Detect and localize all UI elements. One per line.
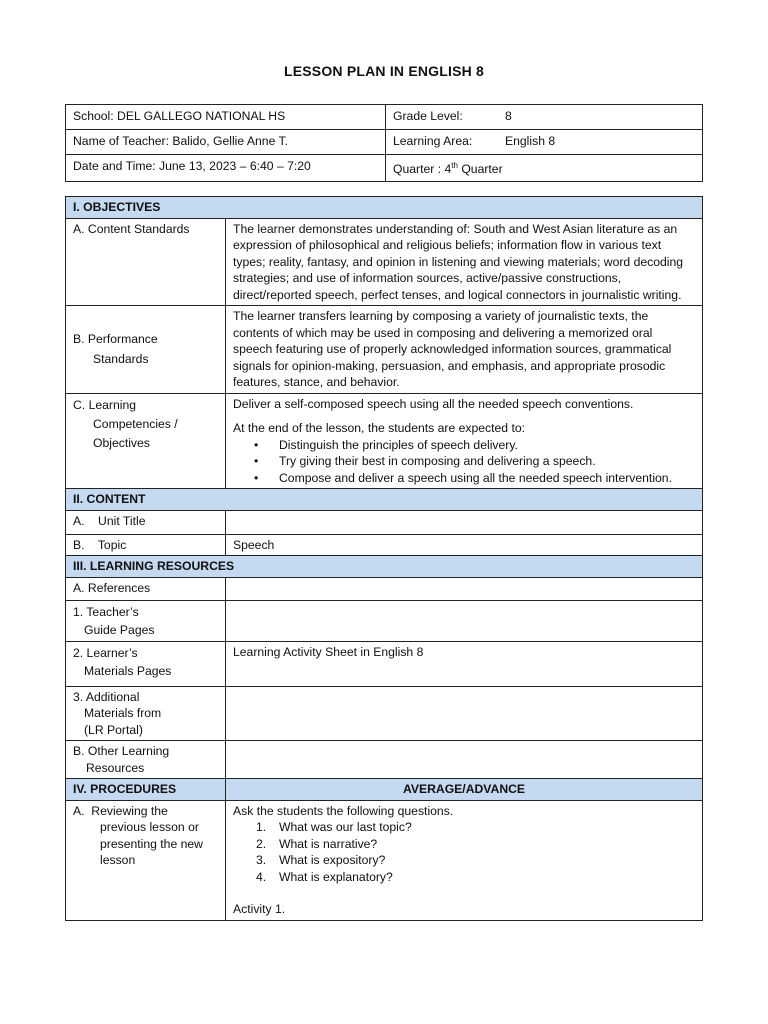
resources-header: III. LEARNING RESOURCES [66,556,703,578]
area-label: Learning Area: [393,134,473,148]
performance-standards-label [66,306,226,394]
review-label-line3: presenting the new [100,836,203,851]
quarter-cell [386,155,703,182]
area-cell [386,130,703,155]
additional-materials-value [226,686,703,741]
content-standards-label-text: A. Content Standards [73,221,190,236]
content-header: II. CONTENT [66,489,703,511]
question-text: What is expository? [279,853,386,867]
competency-label-line3: Objectives [93,435,150,450]
review-label-line1: A. Reviewing the [73,803,168,818]
unit-title-value [226,510,703,534]
other-resources-value [226,741,703,779]
topic-value: Speech [226,534,703,556]
quarter-sup: th [451,161,458,170]
learner-materials-value: Learning Activity Sheet in English 8 [226,641,703,686]
list-item [256,836,695,853]
performance-label-line2: Standards [93,351,149,366]
quarter-suffix: Quarter [457,162,503,177]
grade-label: Grade Level: [393,109,463,123]
teacher-guide-label [66,600,226,641]
questions-list [233,819,695,885]
list-item [256,819,695,836]
lesson-plan-table [65,196,703,921]
other-resources-line1: B. Other Learning [73,744,170,758]
competencies-text [226,393,703,489]
additional-line2: Materials from [84,706,162,720]
quarter-prefix: Quarter : 4 [393,162,452,177]
learner-materials-line1: 2. Learner’s [73,645,138,660]
objectives-intro: At the end of the lesson, the students are expected to: [233,421,526,435]
teacher-cell [66,130,386,155]
objectives-bullet-list [233,437,695,487]
activity-text: Activity 1. [233,902,286,916]
list-item: • Try giving their best in composing and delivering a speech. [279,453,695,470]
additional-line1: 3. Additional [73,689,140,704]
grade-value: 8 [505,109,512,123]
date-text: Date and Time: June 13, 2023 – 6:40 – 7:20 [73,159,311,173]
content-standards-label [66,218,226,306]
list-item [256,869,695,886]
list-item: • Compose and deliver a speech using all the needed speech intervention. [279,470,695,487]
list-number: 4. [256,869,267,884]
competency-text: Deliver a self-composed speech using all the needed speech conventions. [233,396,634,411]
date-cell [66,155,386,182]
references-value [226,577,703,600]
question-text: What is narrative? [279,836,378,851]
list-number: 3. [256,853,267,867]
school-cell [66,105,386,130]
question-text: What was our last topic? [279,820,412,834]
competencies-label [66,393,226,489]
teacher-guide-value [226,600,703,641]
objectives-header: I. OBJECTIVES [66,197,703,219]
review-ask-text: Ask the students the following questions. [233,803,454,818]
list-item [256,852,695,869]
learner-materials-label [66,641,226,686]
additional-line3: (LR Portal) [84,722,143,737]
review-label-line4: lesson [100,853,136,867]
other-resources-line2: Resources [86,760,145,775]
review-content [226,800,703,920]
competency-label-line1: C. Learning [73,397,137,412]
average-advance-header: AVERAGE/ADVANCE [226,779,703,801]
review-label-line2: previous lesson or [100,820,199,834]
header-info-table [65,104,703,182]
other-resources-label [66,741,226,779]
topic-label: B. Topic [66,534,226,556]
teacher-guide-line1: 1. Teacher’s [73,604,139,619]
additional-materials-label [66,686,226,741]
grade-cell [386,105,703,130]
references-label: A. References [66,577,226,600]
competency-label-line2: Competencies / [93,416,178,431]
page-title: LESSON PLAN IN ENGLISH 8 [283,63,485,79]
teacher-text: Name of Teacher: Balido, Gellie Anne T. [73,134,288,148]
list-number: 2. [256,836,267,851]
list-item: • Distinguish the principles of speech delivery. [279,437,695,454]
unit-title-label: A. Unit Title [66,510,226,534]
list-number: 1. [256,820,267,834]
question-text: What is explanatory? [279,869,393,884]
school-text: School: DEL GALLEGO NATIONAL HS [73,109,286,123]
performance-label-line1: B. Performance [73,332,158,347]
learner-materials-line2: Materials Pages [84,663,172,678]
procedures-header: IV. PROCEDURES [66,779,226,801]
review-label [66,800,226,920]
area-value: English 8 [505,134,556,148]
teacher-guide-line2: Guide Pages [84,622,155,637]
content-standards-text: The learner demonstrates understanding of: South and West Asian literature as an expression of philosophical and religious beliefs; information flow in various text types; reality, fantasy, and opinion in listening and viewing materials; word decoding strategies; and use of information sources, active/passive constructions, direct/reported speech, perfect tenses, and logical connectors in journalistic writing. [226,218,703,306]
performance-standards-text: The learner transfers learning by composing a variety of journalistic texts, the contents of which may be used in composing and delivering a memorized oral speech featuring use of properly acknowledged information sources, grammatical signals for opinion-making, persuasion, and emphasis, and appropriate prosodic features, stance, and behavior. [226,306,703,394]
